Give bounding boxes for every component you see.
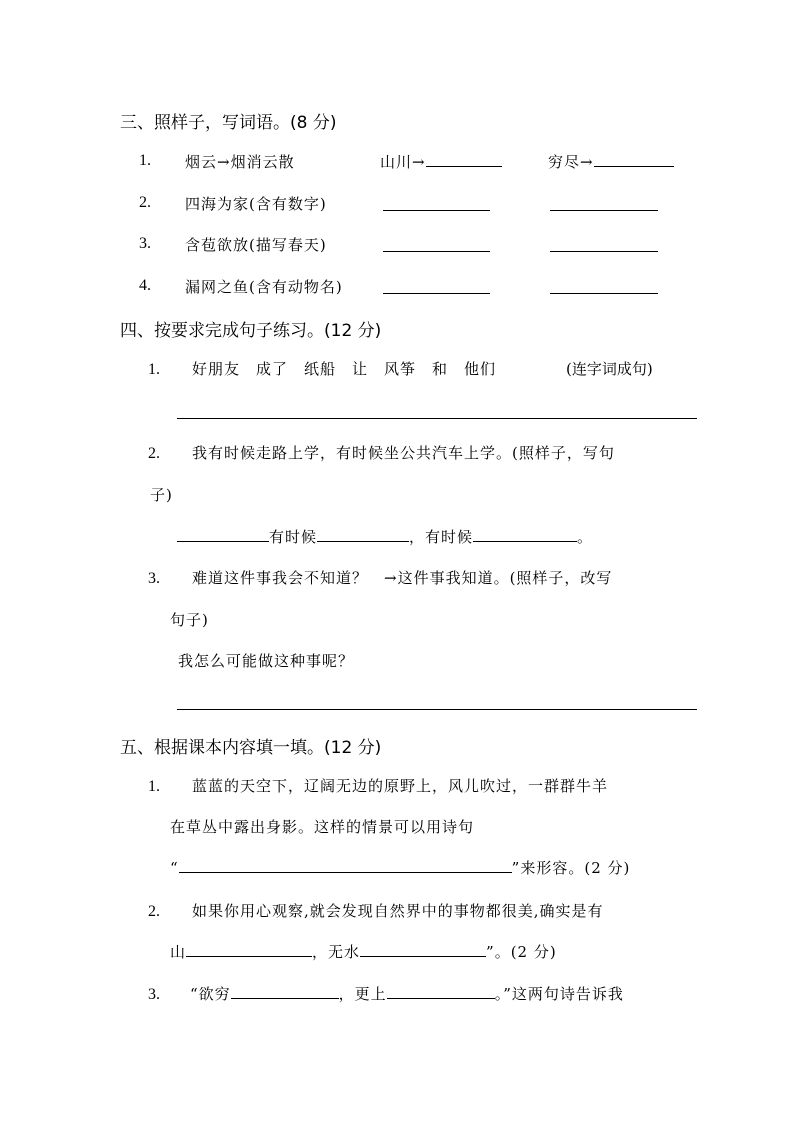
poem-fill [190,983,624,1004]
fill-item-a-label: 山川→ [380,153,426,171]
question-number: 2. [139,194,151,211]
pattern-word: ，有时候 [409,528,474,546]
fill-prefix: 山 [170,943,187,961]
fill-prefix: “欲穷 [190,985,231,1003]
sentence-pattern [177,526,593,547]
question-text: 如果你用心观察,就会发现自然界中的事物都很美,确实是有 [192,902,604,920]
section-4-title: 四、按要求完成句子练习。(12 分) [120,321,382,341]
fill-middle: ，更上 [338,985,387,1003]
fill-suffix: 。”这两句诗告诉我 [494,985,624,1003]
example-sentence: 我有时候走路上学，有时候坐公共汽车上学。(照样子，写句 [192,444,615,462]
question-number: 4. [139,277,151,294]
answer-line[interactable] [383,293,490,294]
answer-line[interactable] [383,210,490,211]
fill-item-b [548,151,674,172]
answer-blank[interactable] [177,527,269,542]
fill-suffix: ”。(2 分) [486,943,557,961]
idiom-prompt: 四海为家(含有数字) [185,195,327,213]
section-3-title: 三、照样子，写词语。(8 分) [120,113,337,133]
question-number: 3. [148,986,160,1003]
answer-line[interactable] [383,251,490,252]
pattern-end: 。 [577,528,594,546]
answer-blank[interactable] [231,984,339,999]
answer-blank[interactable] [594,152,674,167]
idiom-prompt: 含苞欲放(描写春天) [185,236,327,254]
answer-blank[interactable] [186,942,312,957]
answer-blank[interactable] [426,152,502,167]
question-number: 2. [148,445,160,462]
answer-blank[interactable] [360,942,486,957]
question-number: 1. [148,361,160,378]
poem-fill [170,857,630,878]
close-text: ”来形容。(2 分) [511,859,631,877]
answer-line[interactable] [177,418,697,419]
question-text: 蓝蓝的天空下，辽阔无边的原野上，风儿吹过，一群群牛羊 [192,777,609,795]
example-sentence: 难道这件事我会不知道？ →这件事我知道。(照样子，改写 [192,569,613,587]
requirement: (连字词成句) [566,360,653,378]
answer-blank[interactable] [473,527,577,542]
question-text-cont: 在草丛中露出身影。这样的情景可以用诗句 [170,818,475,836]
answer-blank[interactable] [179,858,512,873]
question-number: 2. [148,903,160,920]
section-5-title: 五、根据课本内容填一填。(12 分) [120,738,382,758]
answer-blank[interactable] [317,527,409,542]
word-list: 好朋友 成了 纸船 让 风筝 和 他们 [192,360,497,378]
question-number: 1. [148,778,160,795]
open-quote: “ [170,859,179,877]
poem-fill [170,941,557,962]
answer-line[interactable] [550,293,658,294]
example-idiom: 烟云→烟消云散 [185,153,295,171]
example-sentence-cont: 句子) [170,611,209,629]
pattern-word: 有时候 [269,528,318,546]
target-sentence: 我怎么可能做这种事呢？ [178,652,355,670]
answer-line[interactable] [550,210,658,211]
question-number: 1. [139,152,151,169]
answer-blank[interactable] [387,984,495,999]
fill-item-b-label: 穷尽→ [548,153,594,171]
idiom-prompt: 漏网之鱼(含有动物名) [185,278,343,296]
fill-middle: ，无水 [312,943,361,961]
question-number: 3. [139,235,151,252]
answer-line[interactable] [177,709,697,710]
fill-item-a [380,151,502,172]
answer-line[interactable] [550,251,658,252]
question-number: 3. [148,570,160,587]
example-sentence-cont: 子) [150,486,173,504]
